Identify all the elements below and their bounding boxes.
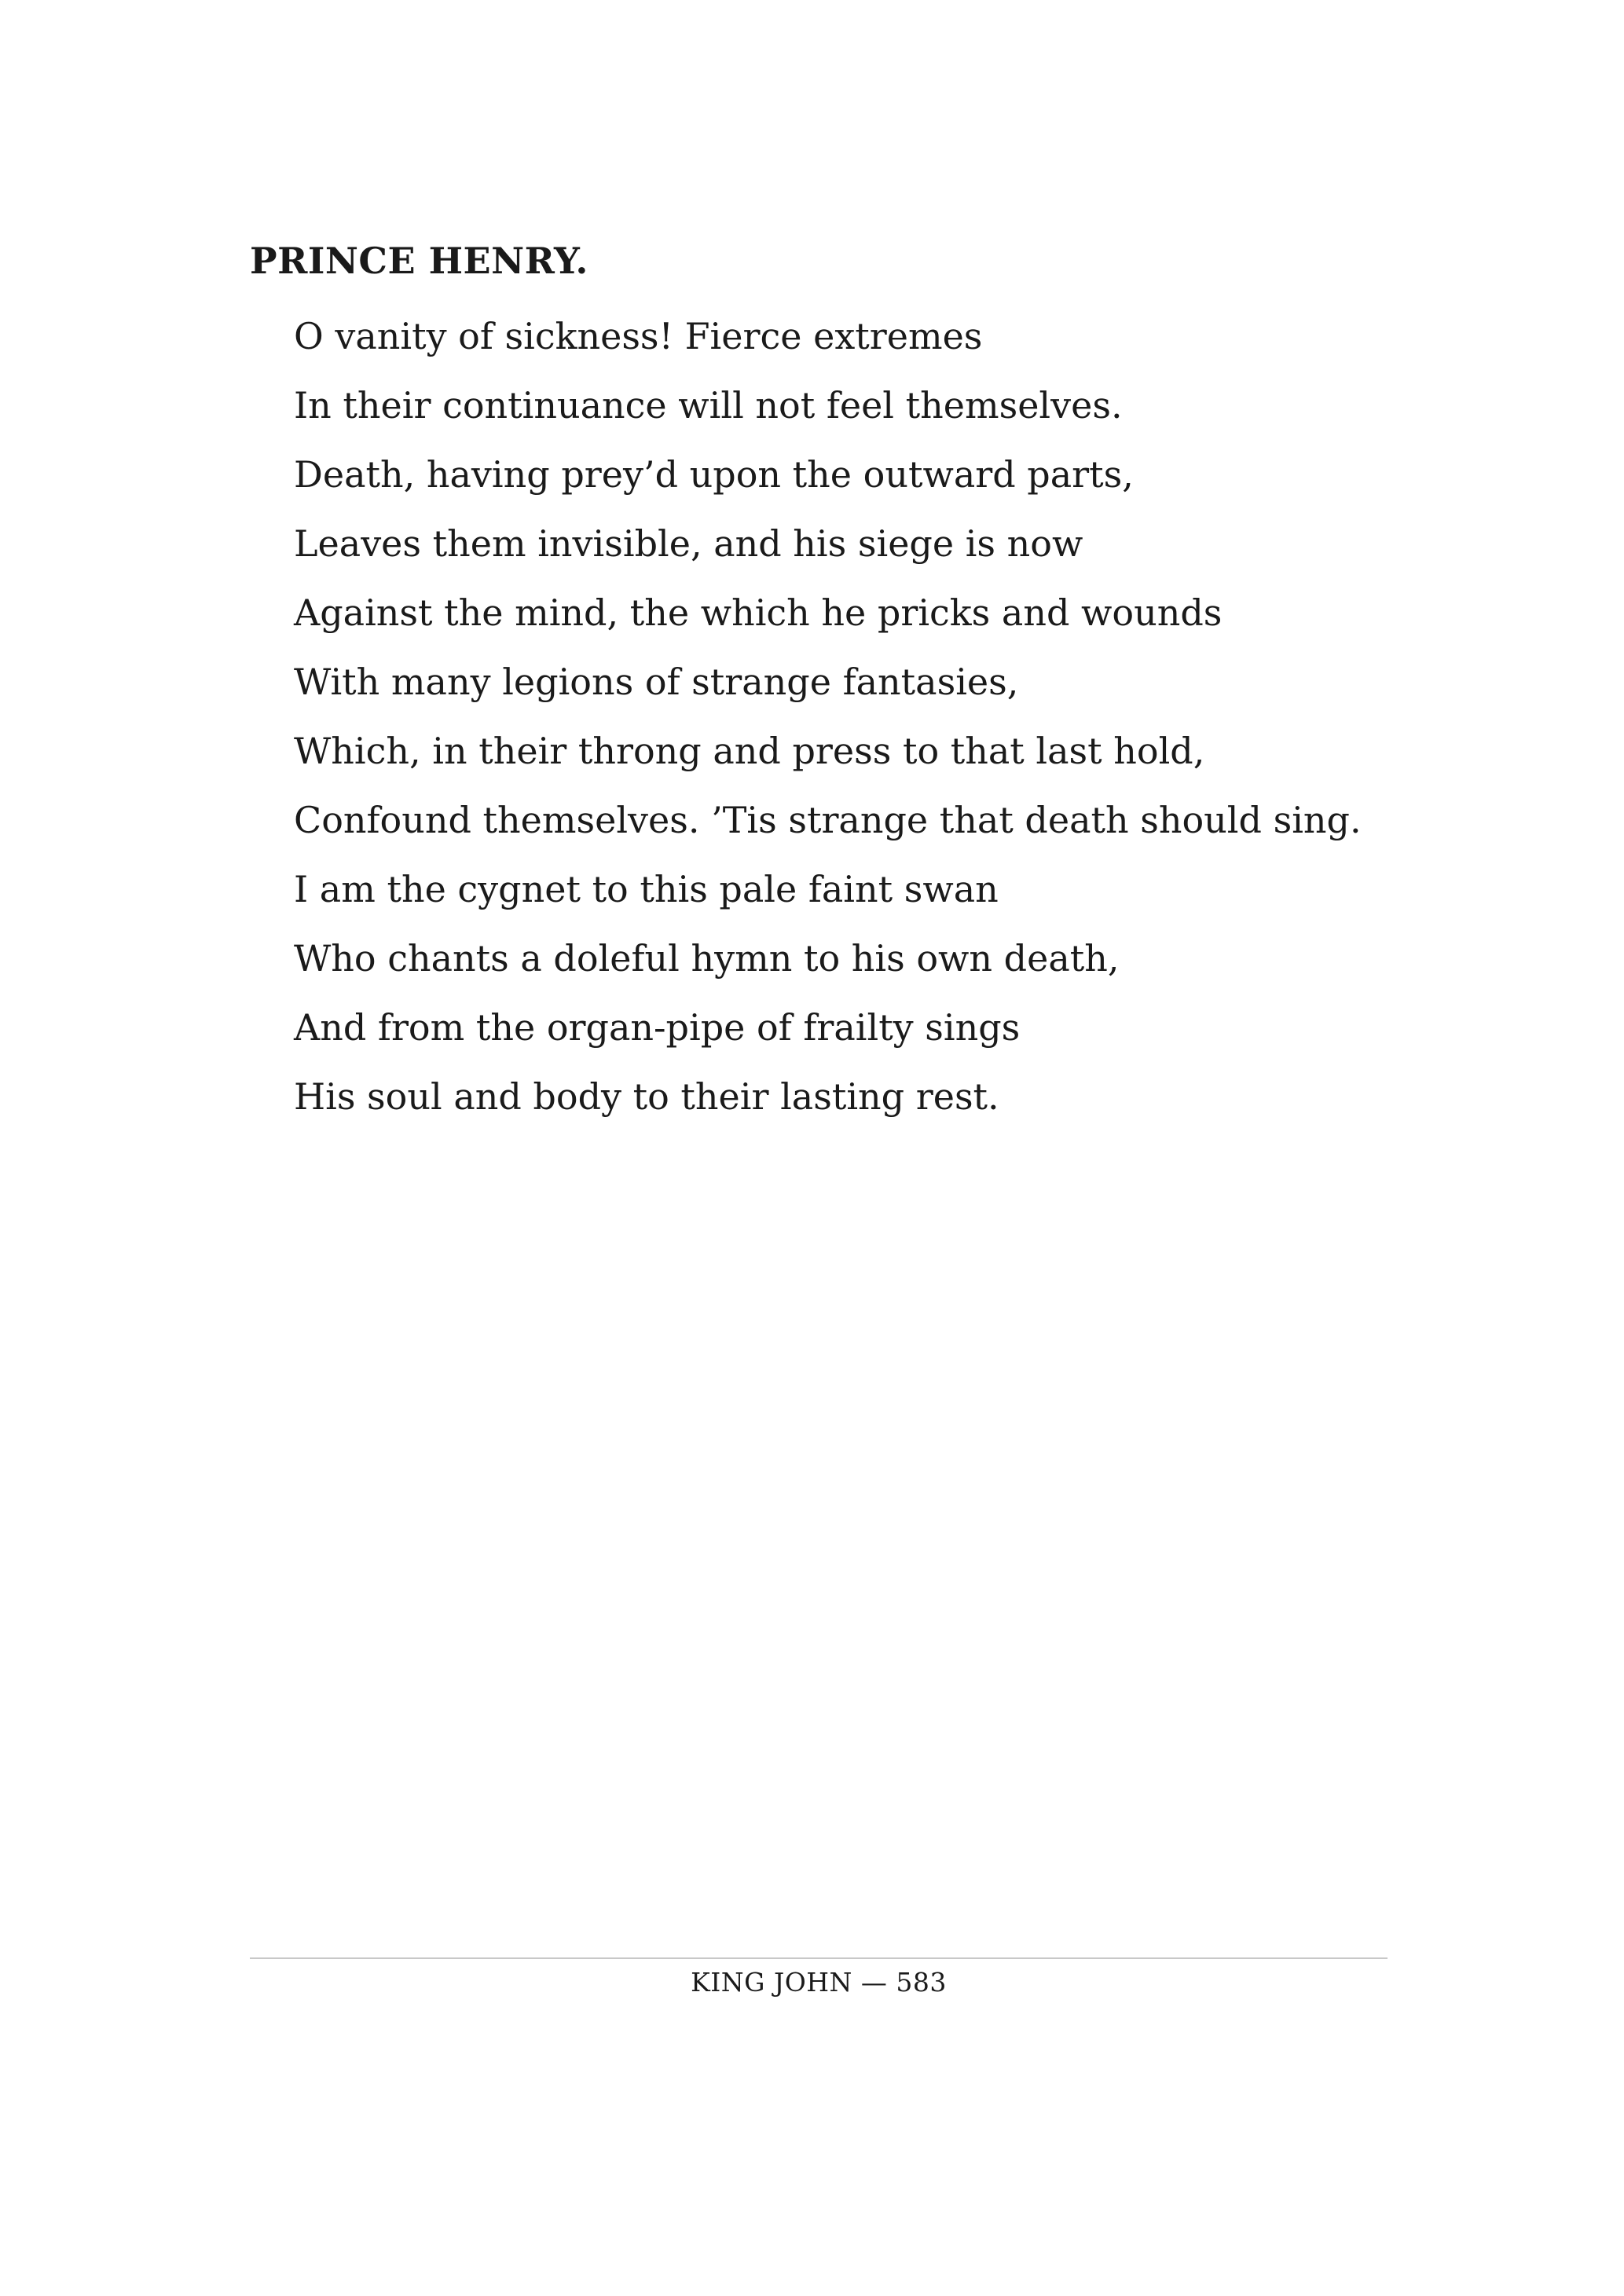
verse-line: Confound themselves. ’Tis strange that death should sing. xyxy=(294,799,1362,841)
speaker-name: PRINCE HENRY. xyxy=(250,240,588,282)
verse-line: Leaves them invisible, and his siege is now xyxy=(294,522,1083,565)
verse-line: In their continuance will not feel themselves. xyxy=(294,384,1123,427)
verse-line: Who chants a doleful hymn to his own death, xyxy=(294,937,1120,980)
verse-line: Which, in their throng and press to that last hold, xyxy=(294,730,1205,772)
verse-block xyxy=(294,308,1362,1137)
footer-divider xyxy=(250,1957,1388,1959)
page-footer: KING JOHN — 583 xyxy=(691,1967,947,1998)
verse-line: And from the organ-pipe of frailty sings xyxy=(294,1006,1021,1049)
verse-line: O vanity of sickness! Fierce extremes xyxy=(294,315,983,357)
verse-line: Against the mind, the which he pricks and wounds xyxy=(294,591,1223,634)
verse-line: I am the cygnet to this pale faint swan xyxy=(294,868,999,910)
verse-line: His soul and body to their lasting rest. xyxy=(294,1075,999,1118)
verse-line: With many legions of strange fantasies, xyxy=(294,661,1019,703)
verse-line: Death, having prey’d upon the outward parts, xyxy=(294,453,1134,496)
